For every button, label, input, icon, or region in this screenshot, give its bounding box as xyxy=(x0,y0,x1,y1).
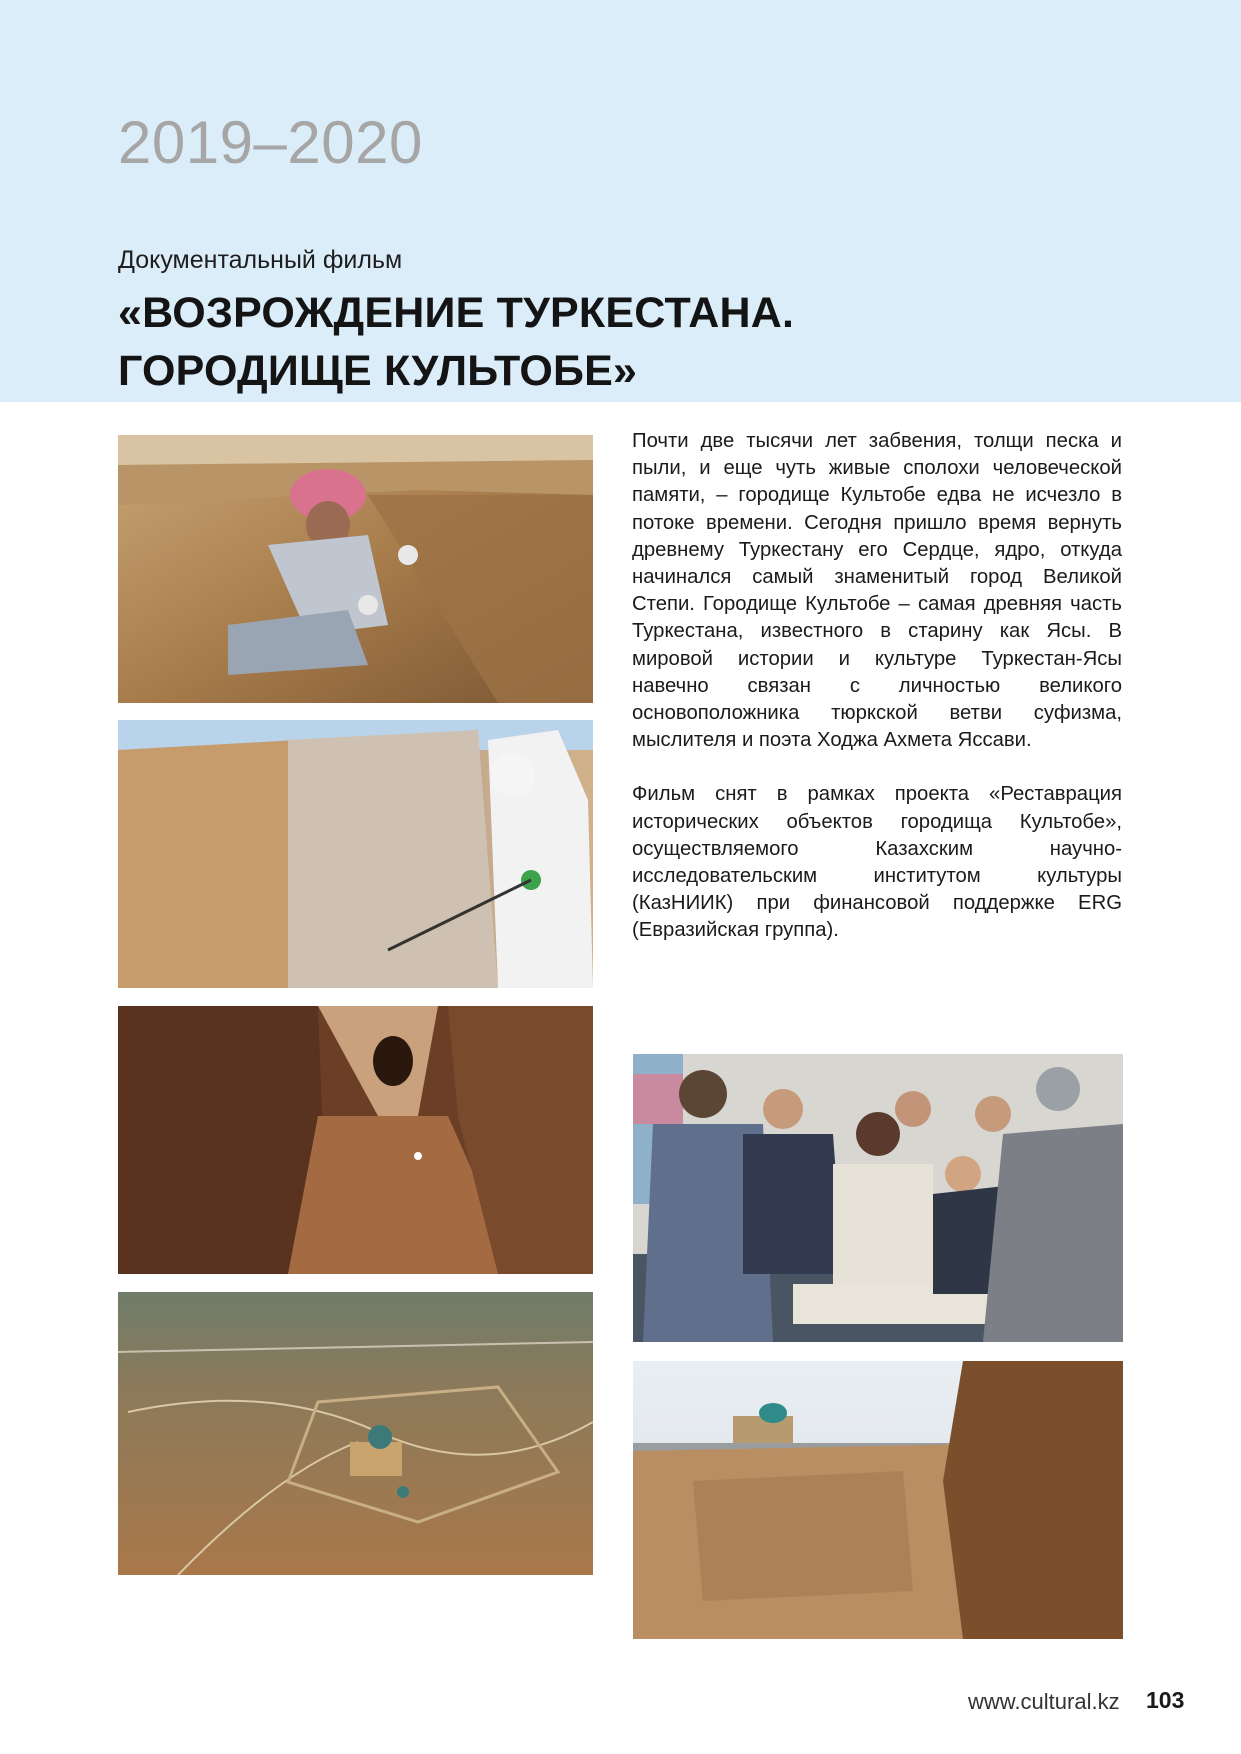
photo-archaeologist-excavation xyxy=(118,435,593,703)
article-paragraph-2: Фильм снят в рамках проекта «Реставрация исторических объектов городища Культобе», осуществляемого Казахским научно-исследовательским институтом культуры (КазНИИК) при финансовой поддержке ERG (Евразийская группа). xyxy=(632,783,1122,942)
years-heading: 2019–2020 xyxy=(118,109,423,176)
photo-excavation-mausoleum-view xyxy=(633,1361,1123,1639)
photo-excavated-corridor xyxy=(118,1006,593,1274)
subtitle: Документальный фильм xyxy=(118,246,403,274)
article-paragraph-1: Почти две тысячи лет забвения, толщи песка и пыли, и еще чуть живые сполохи человеческой памяти, – городище Культобе едва не исчезло в потоке времени. Сегодня пришло время вернуть древнему Туркестану его Сердце, ядро, откуда начинался самый знаменитый город Великой Степи. Городище Культобе – самая древняя часть Туркестана, известного в старину как Ясы. В мировой истории и культуре Туркестан-Ясы навечно связан с личностью великого основоположника тюркской ветви суфизма, мыслителя и поэта Ходжа Ахмета Яссави. xyxy=(632,430,1122,752)
photo-aerial-turkestan xyxy=(118,1292,593,1575)
photo-conservation-worker xyxy=(118,720,593,988)
footer-website: www.cultural.kz xyxy=(968,1689,1120,1714)
photo-project-meeting xyxy=(633,1054,1123,1342)
title-line-1: «ВОЗРОЖДЕНИЕ ТУРКЕСТАНА. xyxy=(118,289,795,337)
page-title xyxy=(118,284,1118,400)
page-number: 103 xyxy=(1146,1687,1185,1713)
title-line-2: ГОРОДИЩЕ КУЛЬТОБЕ» xyxy=(118,347,638,395)
article-body xyxy=(632,428,1122,972)
